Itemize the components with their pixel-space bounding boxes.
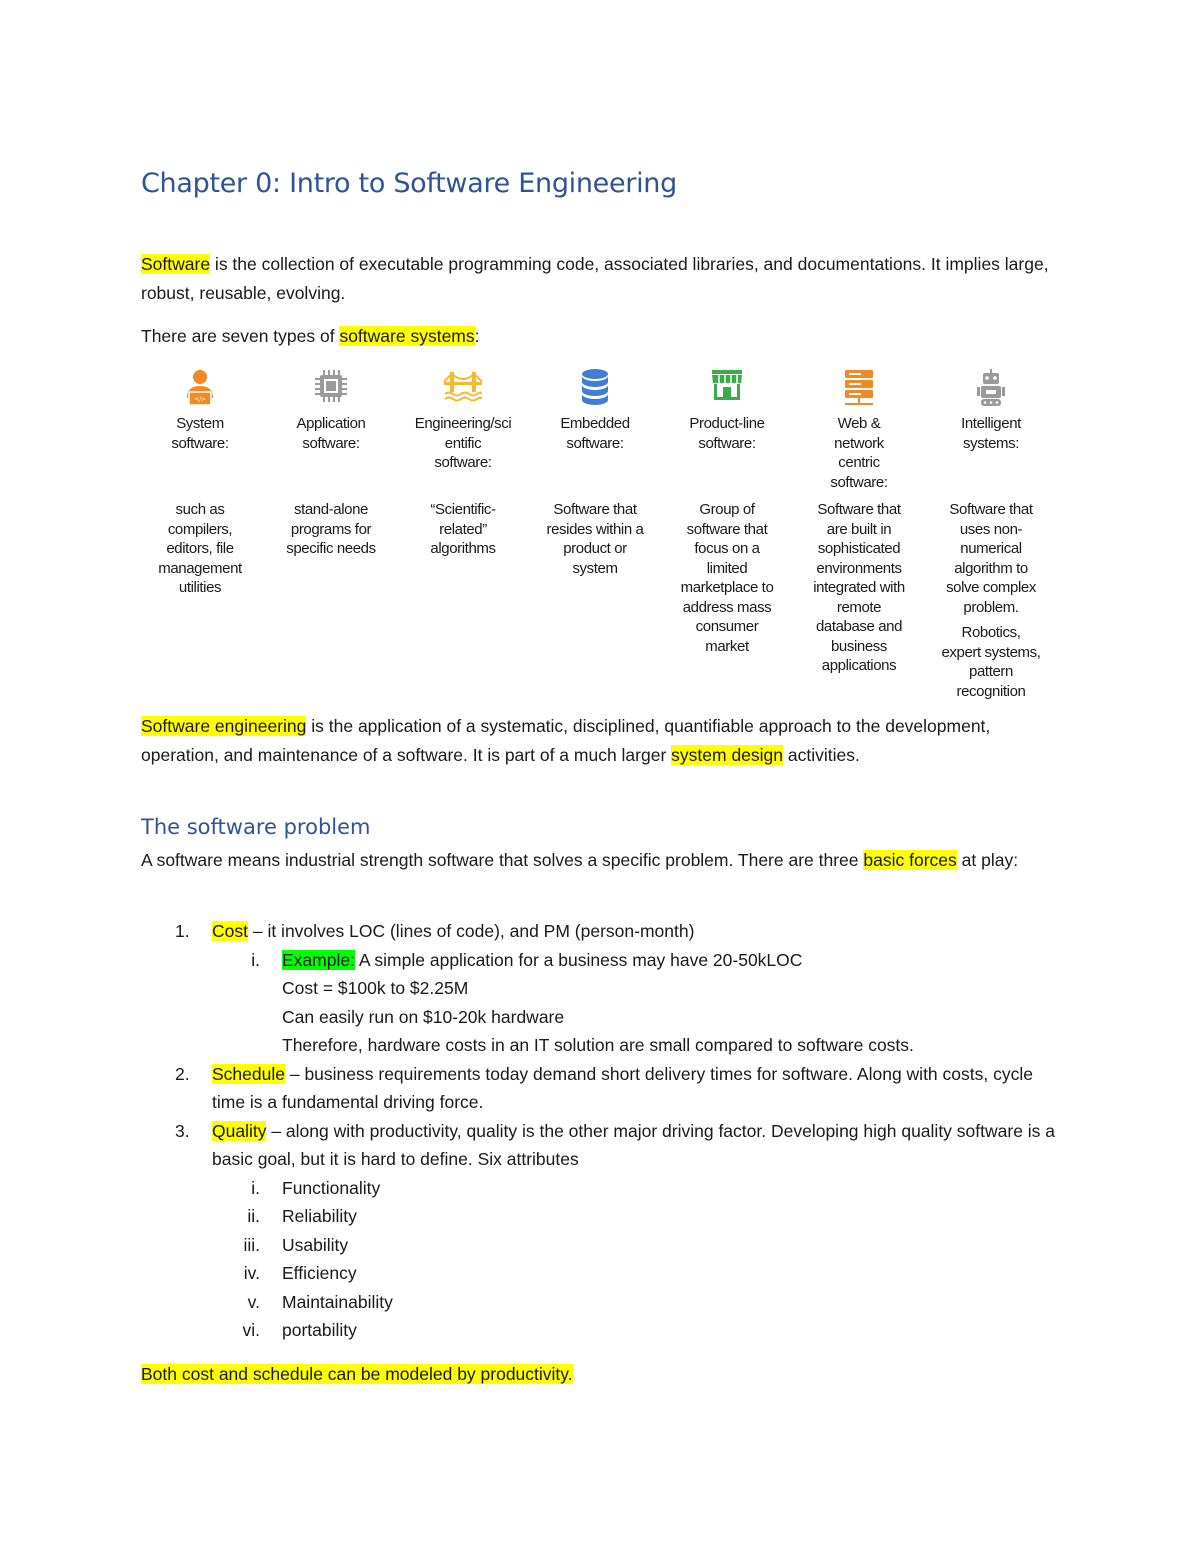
- list-item-quality: [141, 1117, 1061, 1174]
- type-name: Product-line software:: [689, 415, 765, 452]
- svg-text:</>: </>: [194, 396, 206, 403]
- type-engineering-scientific-software: [404, 368, 522, 559]
- type-product-line-software: [668, 368, 786, 656]
- type-description: Software that are built in sophisticated environments integrated with remote database and business applications: [813, 501, 905, 674]
- type-name: System software:: [171, 415, 229, 452]
- sub-item-attribute: [141, 1231, 1061, 1260]
- forces-list: [141, 917, 1061, 1345]
- type-application-software: [272, 368, 390, 559]
- types-sentence-colon: :: [474, 326, 480, 346]
- sub-item-attribute: [141, 1202, 1061, 1231]
- se-definition-end: activities.: [783, 744, 860, 765]
- attribute-text: Reliability: [282, 1206, 357, 1226]
- sub-item-attribute: [141, 1259, 1061, 1288]
- user-laptop-icon: [141, 368, 259, 414]
- type-description: “Scientific- related” algorithms: [430, 501, 496, 557]
- highlight-cost: Cost: [212, 921, 248, 941]
- problem-paragraph: [141, 846, 1061, 875]
- example-line-2: Cost = $100k to $2.25M: [282, 978, 469, 998]
- highlight-conclusion: Both cost and schedule can be modeled by productivity.: [141, 1364, 573, 1384]
- problem-text: A software means industrial strength software that solves a specific problem. There are three: [141, 850, 864, 870]
- roman-number: v.: [247, 1291, 260, 1312]
- section-heading: The software problem: [141, 815, 371, 839]
- highlight-schedule: Schedule: [212, 1063, 285, 1084]
- intro-text: is the collection of executable programming code, associated libraries, and documentations. It implies large, robust, reusable, evolving.: [141, 254, 1049, 303]
- robot-icon: [932, 368, 1050, 414]
- sub-item-attribute: [141, 1316, 1061, 1345]
- example-line-3: Can easily run on $10-20k hardware: [282, 1006, 565, 1027]
- type-system-software: [141, 368, 259, 598]
- type-web-network-software: [800, 368, 918, 676]
- roman-number: i.: [251, 949, 260, 970]
- type-description: Software that uses non- numerical algorithm to solve complex problem.: [946, 501, 1036, 616]
- type-name: Web & network centric software:: [830, 415, 888, 491]
- problem-end: at play:: [956, 850, 1019, 870]
- server-network-icon: [800, 368, 918, 414]
- highlight-software-systems: software systems: [339, 326, 475, 346]
- type-embedded-software: [536, 368, 654, 578]
- list-item-schedule: [141, 1060, 1061, 1117]
- list-item-cost: [141, 917, 1061, 946]
- type-description: Software that resides within a product or system: [546, 501, 644, 577]
- highlight-example: Example:: [282, 949, 355, 970]
- roman-number: vi.: [242, 1320, 260, 1340]
- type-name: Application software:: [296, 415, 366, 452]
- storefront-icon: [668, 368, 786, 414]
- list-number: 2.: [175, 1063, 190, 1084]
- example-line-1: A simple application for a business may have 20-50kLOC: [354, 949, 803, 970]
- highlight-system-design: system design: [671, 744, 784, 765]
- sub-item-attribute: [141, 1174, 1061, 1203]
- type-name: Intelligent systems:: [961, 415, 1021, 452]
- example-line-4: Therefore, hardware costs in an IT solution are small compared to software costs.: [282, 1035, 914, 1055]
- list-item-text: – it involves LOC (lines of code), and PM (person-month): [247, 921, 695, 941]
- attribute-text: Functionality: [282, 1177, 381, 1198]
- attribute-text: Usability: [282, 1234, 349, 1255]
- type-description: Group of software that focus on a limited marketplace to address mass consumer market: [680, 501, 774, 655]
- type-name: Embedded software:: [560, 415, 630, 452]
- roman-number: iv.: [243, 1263, 260, 1283]
- chip-icon: [272, 368, 390, 414]
- roman-number: iii.: [243, 1234, 260, 1255]
- attribute-text: Maintainability: [282, 1291, 393, 1312]
- list-number: 3.: [175, 1120, 190, 1141]
- type-examples: Robotics, expert systems, pattern recognition: [941, 624, 1041, 700]
- roman-number: i.: [251, 1177, 260, 1198]
- highlight-software: Software: [141, 254, 211, 274]
- highlight-software-engineering: Software engineering: [141, 716, 307, 736]
- roman-number: ii.: [247, 1206, 260, 1226]
- attribute-text: portability: [282, 1320, 357, 1340]
- se-definition-paragraph: [141, 712, 1061, 769]
- type-description: such as compilers, editors, file management utilities: [158, 501, 242, 596]
- highlight-basic-forces: basic forces: [863, 850, 957, 870]
- database-icon: [536, 368, 654, 414]
- type-description: stand-alone programs for specific needs: [286, 501, 376, 557]
- bridge-icon: [404, 368, 522, 414]
- highlight-quality: Quality: [212, 1120, 267, 1141]
- sub-item-example: [141, 946, 1061, 1060]
- type-intelligent-systems: [932, 368, 1050, 701]
- conclusion-paragraph: [141, 1360, 1061, 1389]
- se-definition-text: is the application of a systematic, disciplined, quantifiable approach to the development, operation, and maintenance of a software. It is part of a much larger: [141, 716, 991, 765]
- attribute-text: Efficiency: [282, 1263, 357, 1283]
- list-item-text: – business requirements today demand short delivery times for software. Along with costs, cycle time is a fundamental driving force.: [212, 1063, 1033, 1112]
- sub-item-attribute: [141, 1288, 1061, 1317]
- type-name: Engineering/sci entific software:: [414, 415, 512, 471]
- intro-paragraph: [141, 250, 1061, 307]
- types-sentence: [141, 322, 1061, 351]
- page-title: Chapter 0: Intro to Software Engineering: [141, 168, 677, 199]
- list-number: 1.: [175, 921, 190, 941]
- list-item-text: – along with productivity, quality is the other major driving factor. Developing high quality software is a basic goal, but it is hard to define. Six attributes: [212, 1120, 1056, 1169]
- software-types-graphic: [141, 368, 1061, 700]
- types-sentence-text: There are seven types of: [141, 326, 340, 346]
